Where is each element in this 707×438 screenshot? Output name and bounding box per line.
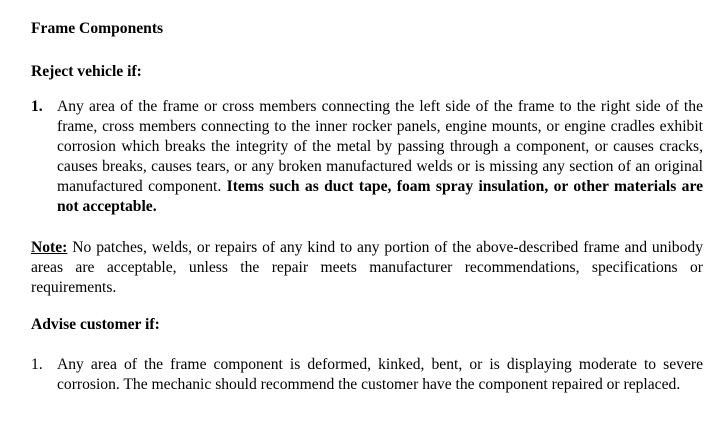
advise-list-item [31,355,703,417]
reject-item-bold-text: Items such as duct tape, foam spray insulation, or other materials are not acceptable. [57,178,704,215]
reject-item-text: Any area of the frame or cross members connecting the left side of the frame to the right side of the frame, cross members connecting to the inner rocker panels, engine mounts, or engine cradles exhibit corrosion which breaks the integrity of the metal by passing through a component, or causes cracks, causes breaks, causes tears, or any broken manufactured welds or is missing any section of an original manufactured component. [57,98,703,195]
reject-list-item [31,97,703,219]
note-label: Note: [31,239,68,256]
reject-heading: Reject vehicle if: [31,63,142,80]
list-number: 1. [31,98,43,115]
section-title: Frame Components [31,20,164,37]
note-text: No patches, welds, or repairs of any kind to any portion of the above-described frame and unibody areas are acceptable, unless the repair meets manufacturer recommendations, specifications or requirements. [31,239,703,296]
list-item-text [57,355,703,395]
advise-heading: Advise customer if: [31,316,160,333]
list-item-text [57,97,703,217]
note-paragraph [31,238,703,298]
list-number: 1. [31,356,43,373]
advise-item-text: Any area of the frame component is deformed, kinked, bent, or is displaying moderate to severe corrosion. The mechanic should recommend the customer have the component repaired or replaced. [57,356,703,393]
